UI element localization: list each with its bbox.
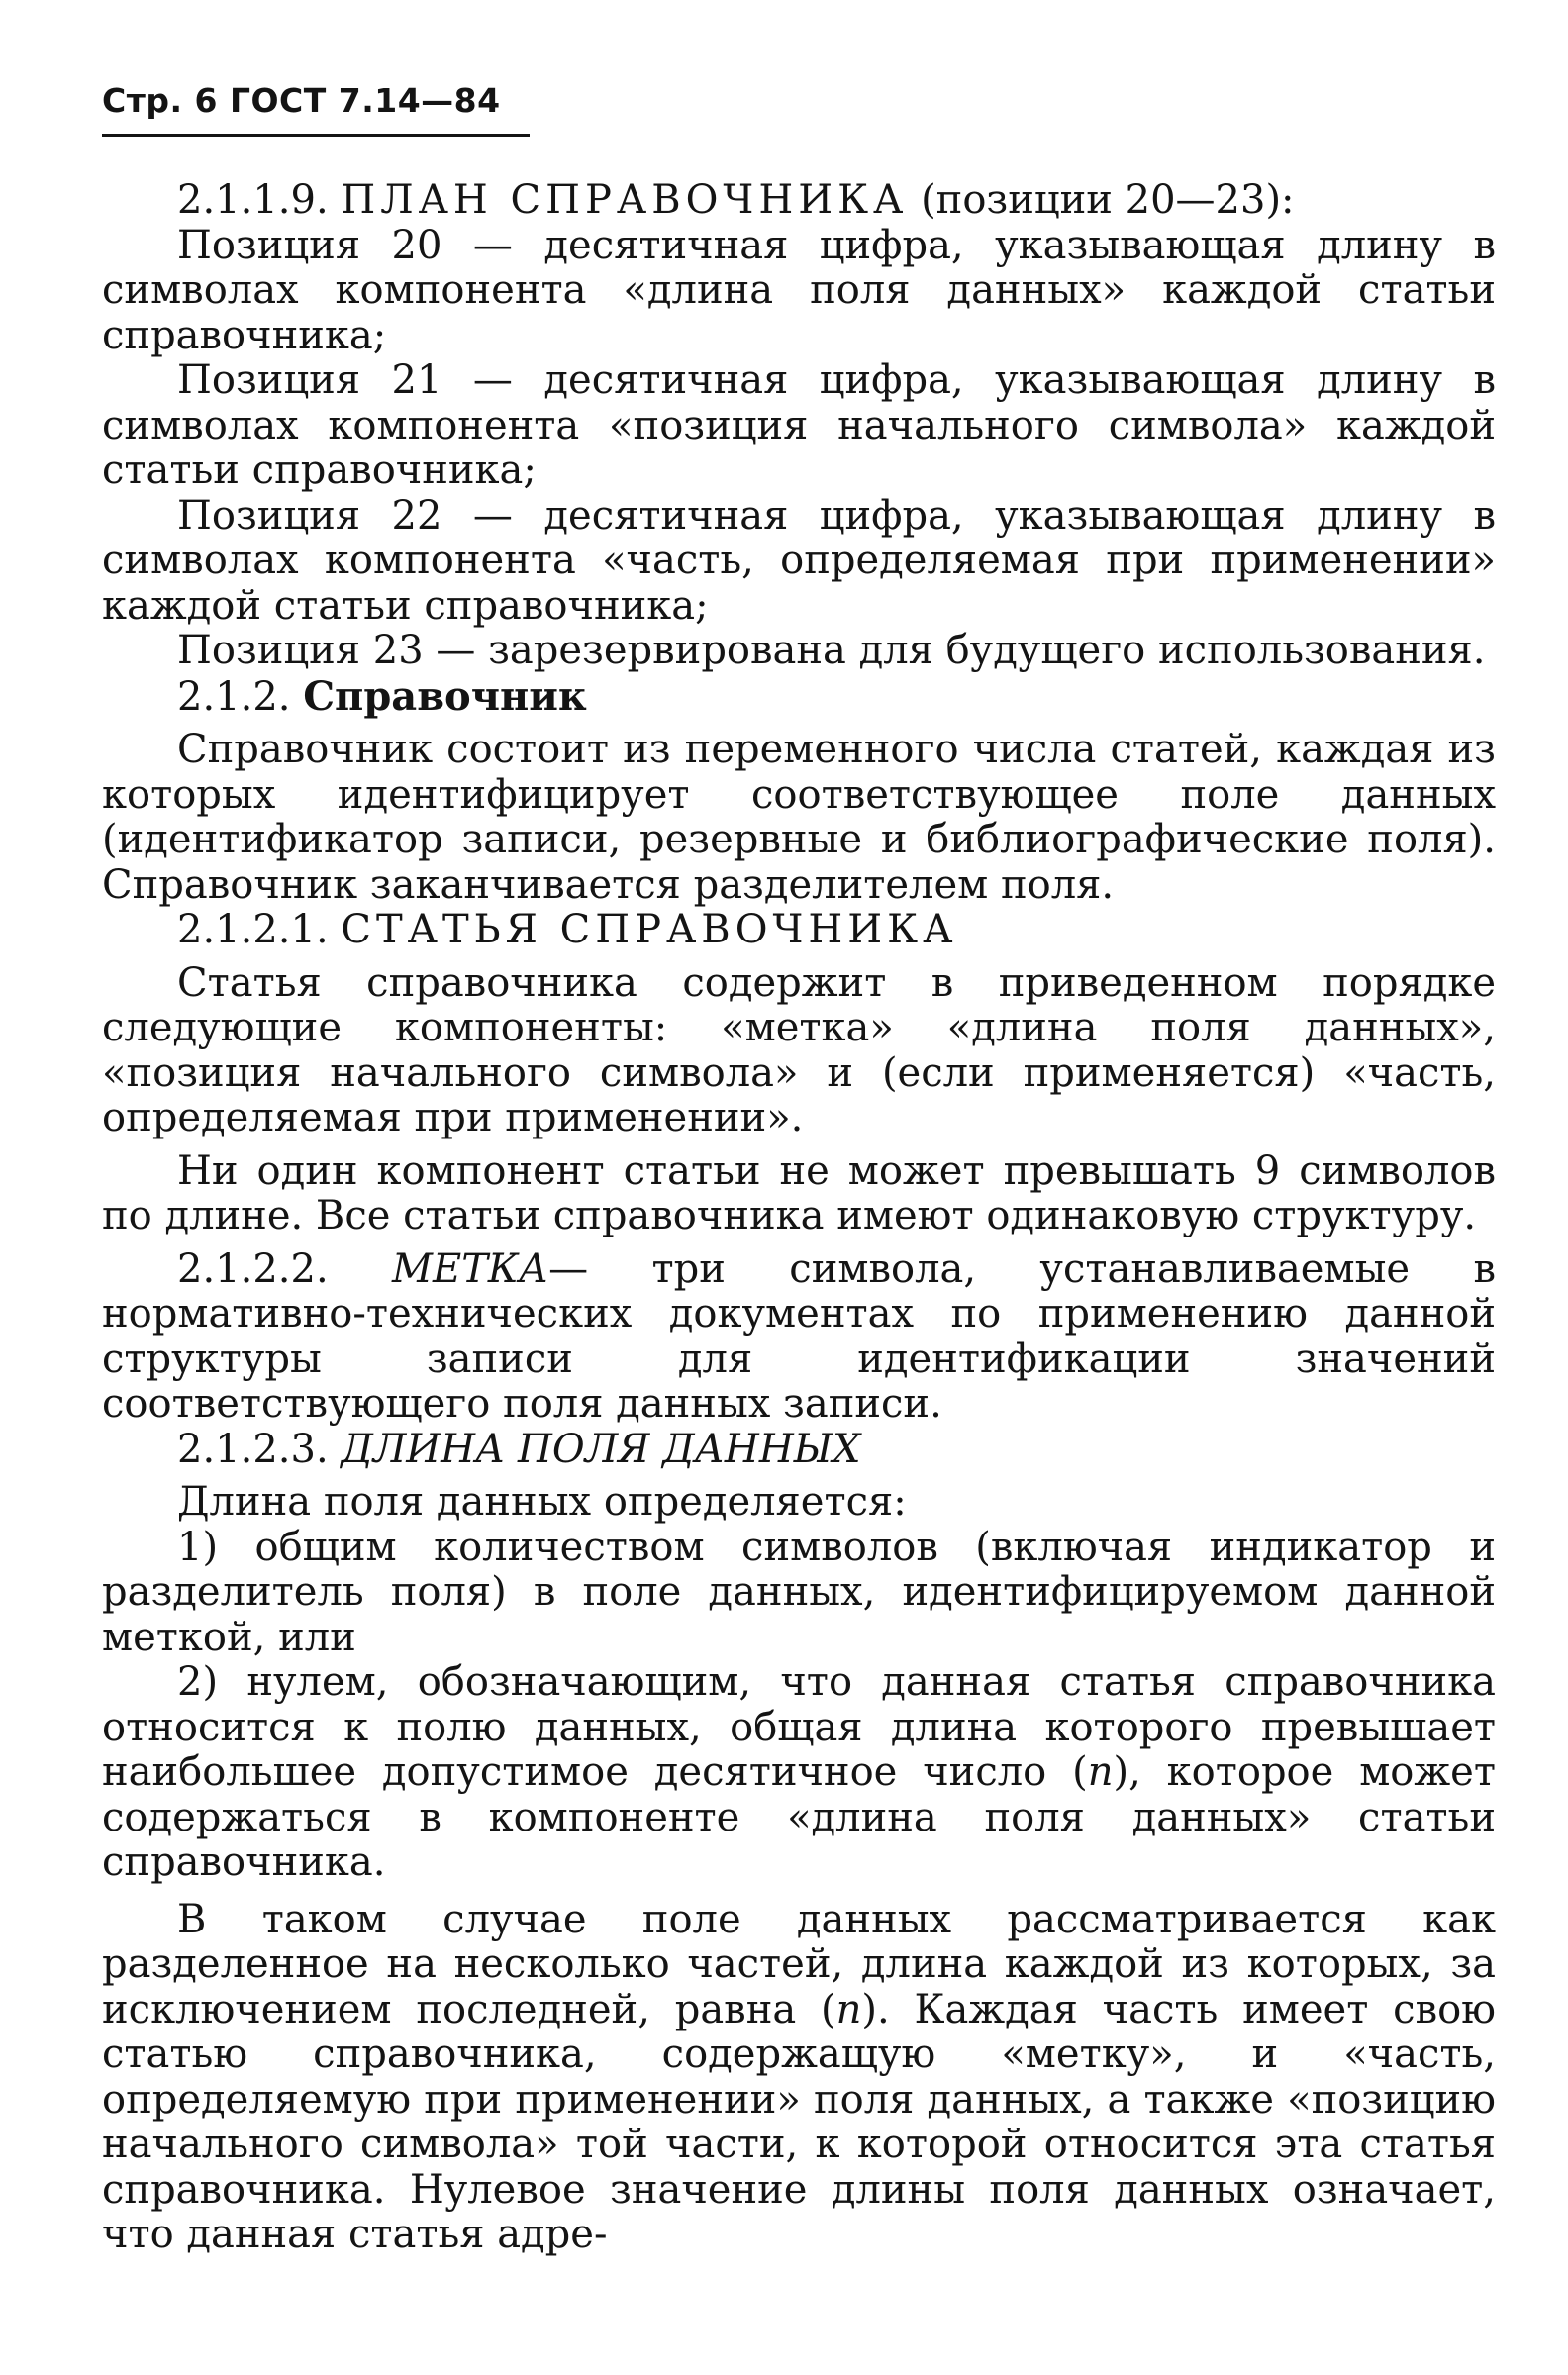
section-title: Справочник — [303, 672, 587, 720]
paragraph-entry: Статья справочника содержит в приведенном порядке следующие компоненты: «метка» «длина поля данных», «позиция начального символа» и (если применяется) «часть, определяемая при применении». — [102, 959, 1496, 1140]
section-title: МЕТКА — [392, 1245, 549, 1292]
variable-n: n — [835, 1986, 862, 2032]
section-title: СТАТЬЯ СПРАВОЧНИКА — [341, 907, 958, 952]
position-21: Позиция 21 — десятичная цифра, указывающая длину в символах компонента «позиция начального символа» каждой статьи справочника; — [102, 357, 1496, 493]
paragraph-case — [102, 1898, 1496, 2258]
section-title-rest: (позиции 20—23): — [921, 177, 1295, 223]
paragraph-nine-symbols: Ни один компонент статьи не может превышать 9 символов по длине. Все статьи справочника имеют одинаковую структуру. — [102, 1147, 1496, 1238]
header-rule — [102, 134, 530, 137]
section-2-1-2-3 — [102, 1428, 1496, 1473]
section-2-1-2 — [102, 674, 1496, 721]
section-text: — три символа, устанавливаемые в нормативно-технических документах по применению данной структуры записи для идентификации значений соответствующего поля данных записи. — [102, 1245, 1496, 1427]
position-20: Позиция 20 — десятичная цифра, указывающая длину в символах компонента «длина поля данных» каждой статьи справочника; — [102, 222, 1496, 358]
section-number: 2.1.2. — [177, 673, 291, 720]
section-number: 2.1.2.1. — [177, 907, 329, 952]
section-title: ДЛИНА ПОЛЯ ДАННЫХ — [341, 1426, 861, 1472]
section-number: 2.1.2.2. — [177, 1245, 329, 1292]
paragraph-definition: Длина поля данных определяется: — [177, 1479, 907, 1525]
list-item-1: 1) общим количеством символов (включая индикатор и разделитель поля) в поле данных, идентифицируемом данной меткой, или — [102, 1524, 1496, 1660]
list-item-2-text-end: ), которое может содержаться в компоненте «длина поля данных» статьи справочника. — [102, 1749, 1496, 1885]
paragraph-directory: Справочник состоит из переменного числа статей, каждая из которых идентифицирует соответствующее поле данных (идентификатор записи, резервные и библиографические поля). Справочник заканчивается разделителем поля. — [102, 727, 1496, 908]
list-item-2 — [102, 1660, 1496, 1886]
paragraph-case-text: В таком случае поле данных рассматривается как разделенное на несколько частей, длина каждой из которых, за исключением последней, равна ( — [102, 1896, 1496, 2032]
section-2-1-2-2 — [102, 1247, 1496, 1428]
section-number: 2.1.2.3. — [177, 1426, 329, 1472]
position-22: Позиция 22 — десятичная цифра, указывающая длину в символах компонента «часть, определяемая при применении» каждой статьи справочника; — [102, 492, 1496, 629]
position-23: Позиция 23 — зарезервирована для будущего использования. — [177, 628, 1486, 673]
page-header: Стр. 6 ГОСТ 7.14—84 — [102, 81, 501, 120]
section-number: 2.1.1.9. — [177, 177, 329, 223]
variable-n: n — [1087, 1749, 1114, 1795]
section-2-1-1-9 — [102, 178, 1496, 224]
list-item-2-text: 2) нулем, обозначающим, что данная статья справочника относится к полю данных, общая длина которого превышает наибольшее допустимое десятичное число ( — [102, 1659, 1496, 1795]
section-2-1-2-1 — [102, 908, 1496, 953]
section-title: ПЛАН СПРАВОЧНИКА — [341, 177, 909, 223]
paragraph-case-text-end: ). Каждая часть имеет свою статью справочника, содержащую «метку», и «часть, определяемую при применении» поля данных, а также «позицию начального символа» той части, к которой относится эта статья справочника. Нулевое значение длины поля данных означает, что данная статья адре- — [102, 1986, 1497, 2257]
page-content — [102, 178, 1496, 2258]
